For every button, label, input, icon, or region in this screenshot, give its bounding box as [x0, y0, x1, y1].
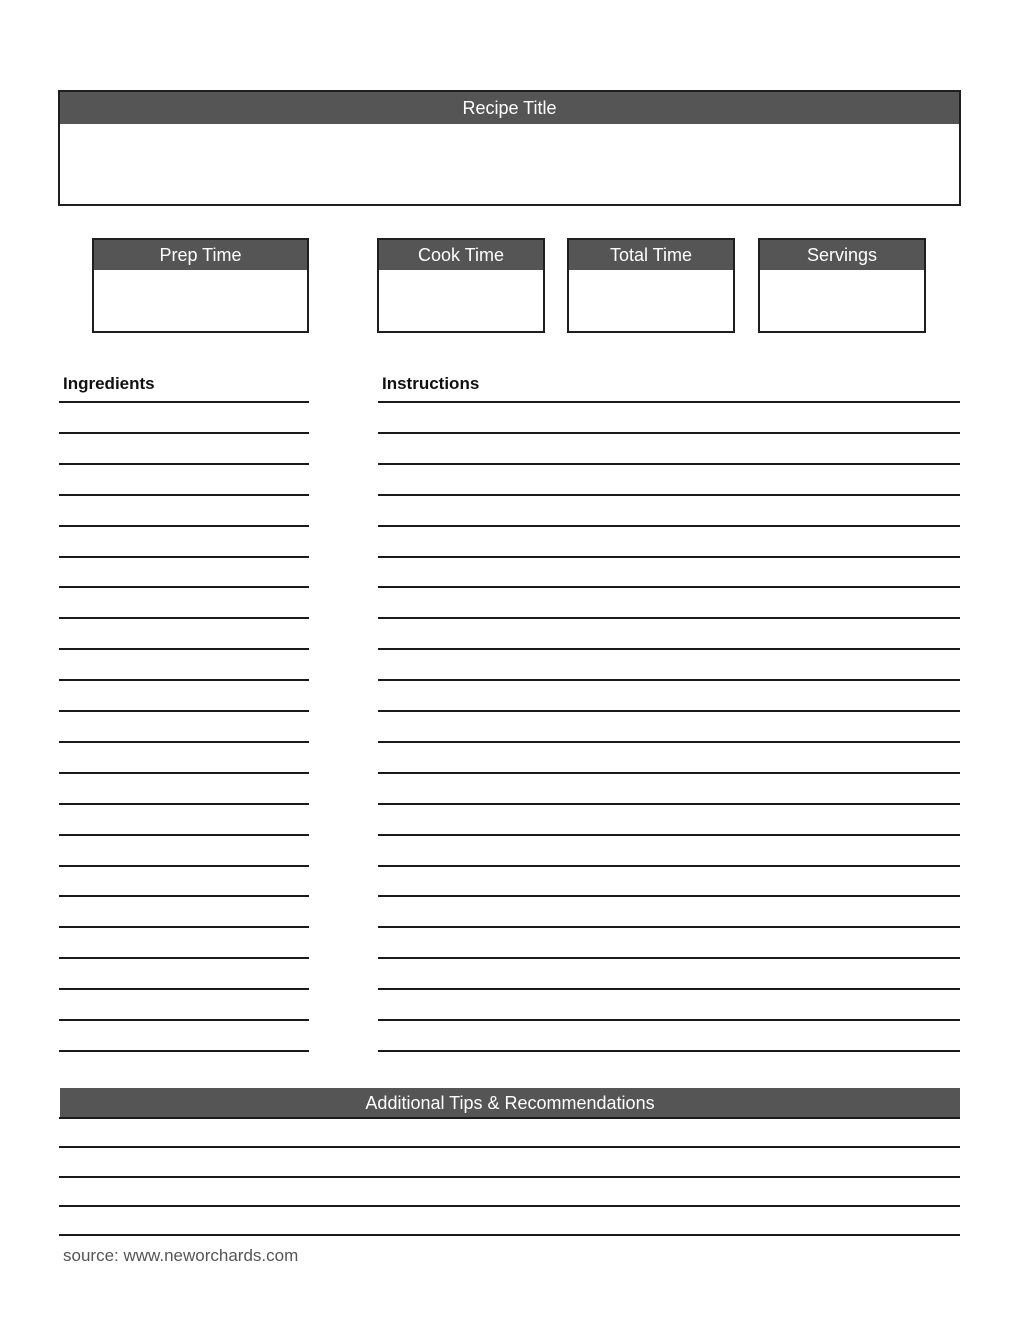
- instruction-line[interactable]: [378, 1019, 960, 1021]
- instruction-line[interactable]: [378, 803, 960, 805]
- ingredient-line[interactable]: [59, 926, 309, 928]
- tip-line[interactable]: [59, 1146, 960, 1148]
- instruction-line[interactable]: [378, 926, 960, 928]
- tip-line[interactable]: [59, 1176, 960, 1178]
- ingredient-line[interactable]: [59, 1019, 309, 1021]
- ingredient-line[interactable]: [59, 1050, 309, 1052]
- ingredient-line[interactable]: [59, 895, 309, 897]
- instruction-line[interactable]: [378, 648, 960, 650]
- instruction-line[interactable]: [378, 617, 960, 619]
- tip-line[interactable]: [59, 1117, 960, 1119]
- instruction-line[interactable]: [378, 1050, 960, 1052]
- instruction-line[interactable]: [378, 710, 960, 712]
- ingredient-line[interactable]: [59, 741, 309, 743]
- ingredient-line[interactable]: [59, 556, 309, 558]
- ingredient-line[interactable]: [59, 710, 309, 712]
- instruction-line[interactable]: [378, 586, 960, 588]
- ingredient-line[interactable]: [59, 617, 309, 619]
- recipe-title-box: [58, 90, 961, 206]
- instruction-line[interactable]: [378, 865, 960, 867]
- ingredient-line[interactable]: [59, 432, 309, 434]
- instruction-line[interactable]: [378, 679, 960, 681]
- ingredients-heading: Ingredients: [63, 374, 155, 393]
- ingredient-line[interactable]: [59, 401, 309, 403]
- prep-time-header: Prep Time: [94, 240, 307, 270]
- instruction-line[interactable]: [378, 494, 960, 496]
- ingredient-line[interactable]: [59, 988, 309, 990]
- instruction-line[interactable]: [378, 463, 960, 465]
- cook-time-box: [377, 238, 545, 333]
- instruction-line[interactable]: [378, 556, 960, 558]
- instruction-line[interactable]: [378, 772, 960, 774]
- ingredient-line[interactable]: [59, 772, 309, 774]
- ingredient-line[interactable]: [59, 865, 309, 867]
- total-time-header: Total Time: [569, 240, 733, 270]
- cook-time-header: Cook Time: [379, 240, 543, 270]
- prep-time-box: [92, 238, 309, 333]
- tip-line[interactable]: [59, 1234, 960, 1236]
- instruction-line[interactable]: [378, 525, 960, 527]
- ingredient-line[interactable]: [59, 494, 309, 496]
- ingredient-line[interactable]: [59, 648, 309, 650]
- ingredient-line[interactable]: [59, 803, 309, 805]
- ingredient-line[interactable]: [59, 463, 309, 465]
- instructions-heading: Instructions: [382, 374, 480, 393]
- instruction-line[interactable]: [378, 834, 960, 836]
- tip-line[interactable]: [59, 1205, 960, 1207]
- ingredient-line[interactable]: [59, 586, 309, 588]
- instruction-line[interactable]: [378, 957, 960, 959]
- recipe-title-header: Recipe Title: [60, 92, 959, 124]
- servings-header: Servings: [760, 240, 924, 270]
- total-time-box: [567, 238, 735, 333]
- instruction-line[interactable]: [378, 401, 960, 403]
- instruction-line[interactable]: [378, 741, 960, 743]
- instruction-line[interactable]: [378, 988, 960, 990]
- ingredient-line[interactable]: [59, 679, 309, 681]
- servings-box: [758, 238, 926, 333]
- tips-header: Additional Tips & Recommendations: [60, 1088, 960, 1118]
- source-footer: source: www.neworchards.com: [63, 1246, 299, 1265]
- instruction-line[interactable]: [378, 895, 960, 897]
- ingredient-line[interactable]: [59, 834, 309, 836]
- ingredient-line[interactable]: [59, 525, 309, 527]
- instruction-line[interactable]: [378, 432, 960, 434]
- ingredient-line[interactable]: [59, 957, 309, 959]
